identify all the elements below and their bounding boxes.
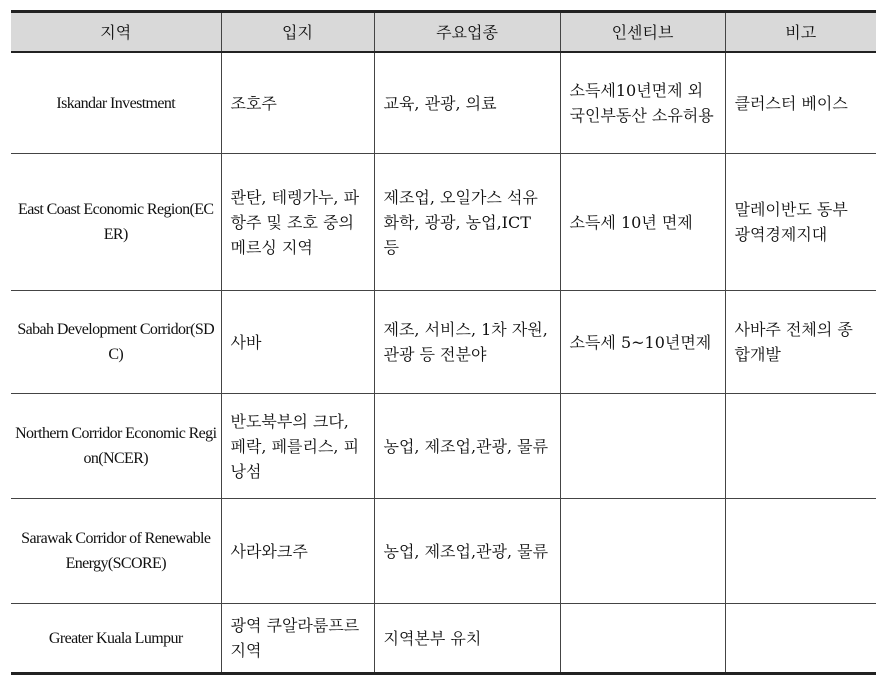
cell-note bbox=[725, 394, 876, 499]
cell-location: 사바 bbox=[221, 291, 374, 394]
cell-region: Northern Corridor Economic Region(NCER) bbox=[11, 394, 221, 499]
table-row bbox=[11, 604, 876, 674]
header-location: 입지 bbox=[221, 12, 374, 53]
cell-incentive bbox=[560, 604, 725, 674]
cell-industry: 농업, 제조업,관광, 물류 bbox=[374, 394, 560, 499]
cell-incentive: 소득세 5~10년면제 bbox=[560, 291, 725, 394]
cell-location: 콴탄, 테렝가누, 파항주 및 조호 중의 메르싱 지역 bbox=[221, 154, 374, 291]
table-row bbox=[11, 291, 876, 394]
cell-region: Sarawak Corridor of Renewable Energy(SCORE) bbox=[11, 499, 221, 604]
cell-note: 말레이반도 동부 광역경제지대 bbox=[725, 154, 876, 291]
table-row bbox=[11, 154, 876, 291]
table-row bbox=[11, 394, 876, 499]
table-row bbox=[11, 52, 876, 154]
cell-incentive: 소득세 10년 면제 bbox=[560, 154, 725, 291]
cell-note: 사바주 전체의 종합개발 bbox=[725, 291, 876, 394]
cell-incentive bbox=[560, 394, 725, 499]
incentive-table bbox=[11, 10, 876, 675]
cell-region: Greater Kuala Lumpur bbox=[11, 604, 221, 674]
cell-industry: 교육, 관광, 의료 bbox=[374, 52, 560, 154]
cell-location: 사라와크주 bbox=[221, 499, 374, 604]
cell-region: East Coast Economic Region(ECER) bbox=[11, 154, 221, 291]
header-row bbox=[11, 12, 876, 53]
table-row bbox=[11, 499, 876, 604]
header-incentive: 인센티브 bbox=[560, 12, 725, 53]
cell-industry: 농업, 제조업,관광, 물류 bbox=[374, 499, 560, 604]
cell-location: 광역 쿠알라룸프르지역 bbox=[221, 604, 374, 674]
cell-note: 클러스터 베이스 bbox=[725, 52, 876, 154]
header-region: 지역 bbox=[11, 12, 221, 53]
cell-note bbox=[725, 499, 876, 604]
cell-incentive: 소득세10년면제 외국인부동산 소유허용 bbox=[560, 52, 725, 154]
cell-industry: 제조, 서비스, 1차 자원, 관광 등 전분야 bbox=[374, 291, 560, 394]
cell-region: Sabah Development Corridor(SDC) bbox=[11, 291, 221, 394]
header-industry: 주요업종 bbox=[374, 12, 560, 53]
cell-region: Iskandar Investment bbox=[11, 52, 221, 154]
cell-note bbox=[725, 604, 876, 674]
cell-industry: 제조업, 오일가스 석유화학, 광광, 농업,ICT 등 bbox=[374, 154, 560, 291]
cell-industry: 지역본부 유치 bbox=[374, 604, 560, 674]
cell-location: 반도북부의 크다, 페락, 페를리스, 피낭섬 bbox=[221, 394, 374, 499]
cell-location: 조호주 bbox=[221, 52, 374, 154]
cell-incentive bbox=[560, 499, 725, 604]
header-note: 비고 bbox=[725, 12, 876, 53]
